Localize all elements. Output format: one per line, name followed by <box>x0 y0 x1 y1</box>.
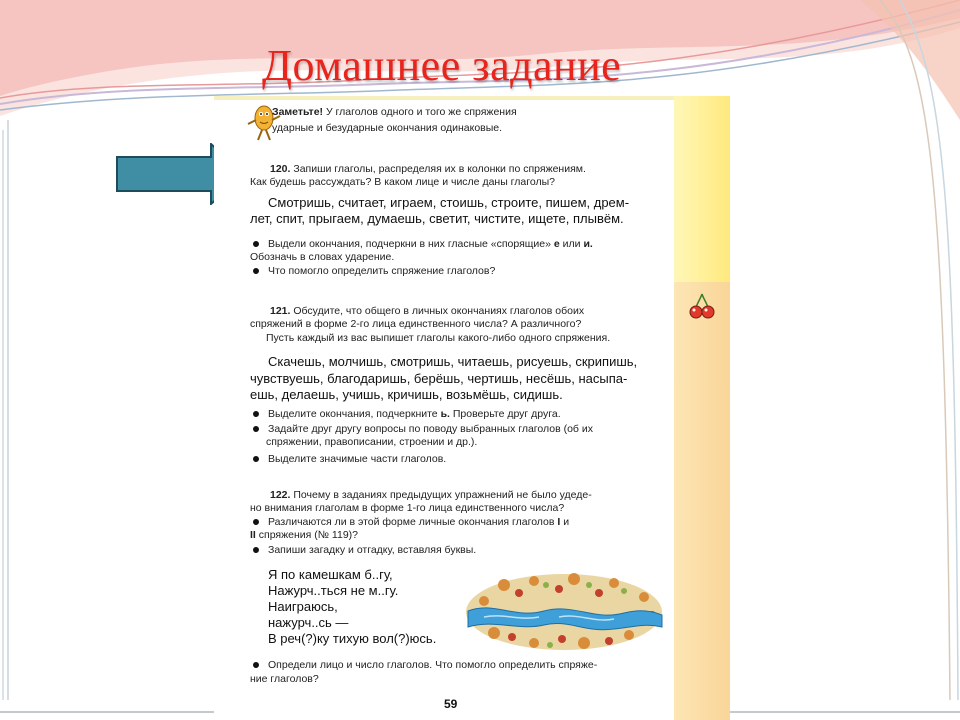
exercise-120-task-1-cont: Обозначь в словах ударение. <box>250 251 395 263</box>
page-margin-band-orange <box>674 282 730 720</box>
exercise-121-prompt-2: спряжений в форме 2-го лица единственного числа? А различного? <box>250 318 582 330</box>
exercise-122-task-3: Определи лицо и число глаголов. Что помогло определить спряже- <box>268 659 598 671</box>
exercise-122-task-2: Запиши загадку и отгадку, вставляя буквы. <box>268 544 477 556</box>
exercise-122-prompt-1: 122. Почему в заданиях предыдущих упражнений не было удеде- <box>270 489 592 501</box>
riddle-line-4: нажурч..сь — <box>268 615 349 630</box>
exercise-122-task-3-cont: ние глаголов? <box>250 673 319 685</box>
exercise-122-task-1-cont: II спряжения (№ 119)? <box>250 529 358 541</box>
exercise-120-task-2: Что помогло определить спряжение глаголов? <box>268 265 496 277</box>
riddle-line-5: В реч(?)ку тихую вол(?)юсь. <box>268 631 437 646</box>
riddle-line-1: Я по камешкам б..гу, <box>268 567 393 582</box>
notice-line-2: ударные и безударные окончания одинаковые. <box>272 122 503 134</box>
riddle-line-3: Наиграюсь, <box>268 599 338 614</box>
exercise-121-words-3: ешь, делаешь, учишь, кричишь, возьмёшь, сидишь. <box>250 387 563 402</box>
exercise-122-prompt-2: но внимания глаголам в форме 1-го лица единственного числа? <box>250 502 565 514</box>
cherry-icon <box>689 292 715 320</box>
exercise-120-words-2: лет, спит, прыгаем, думаешь, светит, чистите, ищете, плывём. <box>250 211 624 226</box>
exercise-122-task-1: Различаются ли в этой форме личные окончания глаголов I и <box>268 516 570 528</box>
stream-illustration <box>464 571 664 653</box>
page-number: 59 <box>444 697 458 711</box>
exercise-120-prompt-1: 120. Запиши глаголы, распределяя их в колонки по спряжениям. <box>270 163 586 175</box>
slide-title: Домашнее задание <box>262 41 622 90</box>
exercise-121-task-1: Выделите окончания, подчеркните ь. Проверьте друг друга. <box>268 408 561 420</box>
page-margin-band-yellow <box>674 96 730 282</box>
exercise-121-task-2-cont: спряжении, правописании, строении и др.). <box>266 436 478 448</box>
exercise-121-words-1: Скачешь, молчишь, смотришь, читаешь, рисуешь, скрипишь, <box>268 354 638 369</box>
textbook-page <box>214 96 730 720</box>
riddle-line-2: Нажурч..ться не м..гу. <box>268 583 399 598</box>
exercise-120-task-1: Выдели окончания, подчеркни в них гласные «спорящие» е или и. <box>268 238 593 250</box>
exercise-121-task-3: Выделите значимые части глаголов. <box>268 453 447 465</box>
exercise-121-task-2: Задайте друг другу вопросы по поводу выбранных глаголов (об их <box>268 423 593 435</box>
page-top-strip <box>214 96 730 100</box>
exercise-121-prompt-3: Пусть каждый из вас выпишет глаголы какого-либо одного спряжения. <box>266 332 611 344</box>
notice-line-1: Заметьте! У глаголов одного и того же спряжения <box>272 106 517 118</box>
exercise-121-prompt-1: 121. Обсудите, что общего в личных окончаниях глаголов обоих <box>270 305 585 317</box>
exercise-120-prompt-2: Как будешь рассуждать? В каком лице и числе даны глаголы? <box>250 176 555 188</box>
exercise-120-words-1: Смотришь, считает, играем, стоишь, строите, пишем, дрем- <box>268 195 630 210</box>
exercise-121-words-2: чувствуешь, благодаришь, берёшь, чертишь, несёшь, насыпа- <box>250 371 628 386</box>
